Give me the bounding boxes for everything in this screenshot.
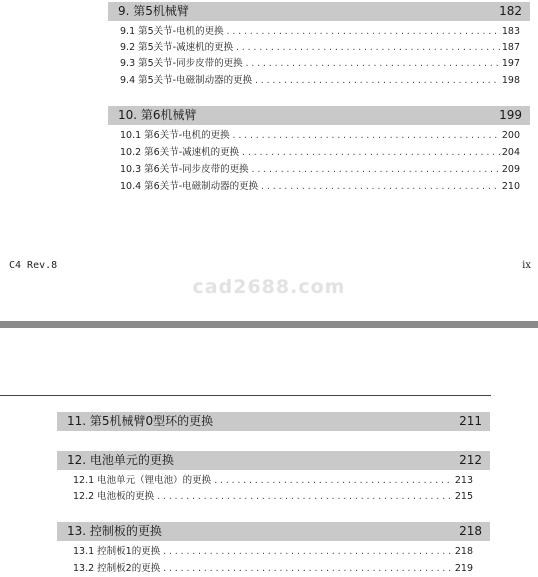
leader-dots (260, 179, 500, 195)
section-title: 10. 第6机械臂 (118, 108, 197, 122)
entry-label: 9.2 第5关节-减速机的更换 (120, 42, 234, 53)
entry-page-number: 210 (501, 181, 520, 192)
leader-dots (213, 473, 453, 489)
entry-label: 13.1 控制板1的更换 (73, 546, 161, 557)
leader-dots (162, 544, 453, 560)
entry-label: 12.1 电池单元（锂电池）的更换 (73, 475, 212, 486)
leader-dots (245, 56, 500, 72)
toc-entry-12-1[interactable] (73, 473, 473, 489)
section-page-number: 211 (459, 414, 482, 428)
toc-entry-10-4[interactable] (120, 179, 520, 195)
section-title: 11. 第5机械臂0型环的更换 (67, 414, 214, 428)
entry-page-number: 213 (454, 475, 473, 486)
toc-entry-10-2[interactable] (120, 145, 520, 161)
entry-page-number: 198 (501, 75, 520, 86)
leader-dots (235, 40, 500, 56)
toc-section-12[interactable] (57, 451, 490, 470)
section-title: 9. 第5机械臂 (118, 4, 189, 18)
entry-label: 10.3 第6关节-同步皮带的更换 (120, 164, 249, 175)
section-title: 13. 控制板的更换 (67, 524, 162, 538)
footer-doc-version: C4 Rev.8 (9, 260, 58, 271)
section-page-number: 212 (459, 453, 482, 467)
toc-entry-12-2[interactable] (73, 489, 473, 505)
entry-label: 9.1 第5关节-电机的更换 (120, 26, 224, 37)
watermark-text: cad2688.com (192, 276, 346, 298)
section-page-number: 199 (499, 108, 522, 122)
entry-page-number: 204 (501, 147, 520, 158)
entry-page-number: 197 (501, 58, 520, 69)
entry-label: 13.2 控制板2的更换 (73, 563, 161, 574)
entry-label: 10.1 第6关节-电机的更换 (120, 130, 230, 141)
toc-entry-9-3[interactable] (120, 56, 520, 72)
entry-page-number: 187 (501, 42, 520, 53)
leader-dots (254, 73, 500, 89)
toc-section-10[interactable] (108, 106, 530, 125)
toc-entry-13-2[interactable] (73, 561, 473, 577)
section-title: 12. 电池单元的更换 (67, 453, 174, 467)
toc-entry-9-2[interactable] (120, 40, 520, 56)
entry-label: 10.4 第6关节-电磁制动器的更换 (120, 181, 259, 192)
entry-label: 12.2 电池板的更换 (73, 491, 155, 502)
entry-label: 10.2 第6关节-减速机的更换 (120, 147, 240, 158)
entry-page-number: 183 (501, 26, 520, 37)
section-page-number: 218 (459, 524, 482, 538)
entry-page-number: 219 (454, 563, 473, 574)
toc-section-9[interactable] (108, 2, 530, 21)
page-top-rule (0, 395, 491, 396)
toc-entry-10-3[interactable] (120, 162, 520, 178)
toc-entry-9-1[interactable] (120, 24, 520, 40)
leader-dots (232, 128, 500, 144)
section-page-number: 182 (499, 4, 522, 18)
entry-page-number: 218 (454, 546, 473, 557)
leader-dots (241, 145, 500, 161)
leader-dots (226, 24, 500, 40)
entry-page-number: 200 (501, 130, 520, 141)
footer-page-number: ix (522, 260, 531, 271)
toc-section-13[interactable] (57, 522, 490, 541)
leader-dots (251, 162, 500, 178)
page-divider (0, 321, 538, 328)
entry-label: 9.4 第5关节-电磁制动器的更换 (120, 75, 253, 86)
toc-entry-9-4[interactable] (120, 73, 520, 89)
entry-page-number: 209 (501, 164, 520, 175)
entry-label: 9.3 第5关节-同步皮带的更换 (120, 58, 243, 69)
toc-entry-13-1[interactable] (73, 544, 473, 560)
toc-entry-10-1[interactable] (120, 128, 520, 144)
leader-dots (156, 489, 453, 505)
entry-page-number: 215 (454, 491, 473, 502)
toc-section-11[interactable] (57, 412, 490, 431)
leader-dots (162, 561, 453, 577)
